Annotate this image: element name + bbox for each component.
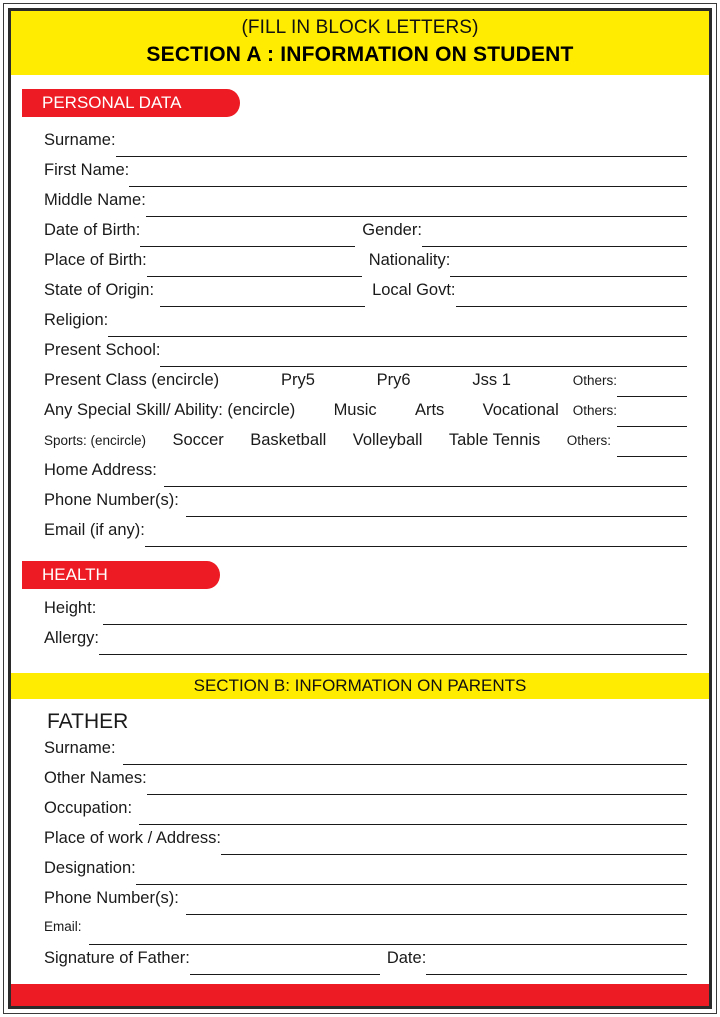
spacer-before-section-b xyxy=(11,659,709,673)
local-govt-input-line[interactable] xyxy=(456,306,687,307)
section-b-header-band: SECTION B: INFORMATION ON PARENTS xyxy=(11,673,709,699)
father-phone-numbers-label: Phone Number(s): xyxy=(44,889,179,907)
personal-data-tag: PERSONAL DATA xyxy=(22,89,227,117)
height-input-line[interactable] xyxy=(103,624,687,625)
form-page-inner-border xyxy=(8,8,712,1009)
present-class-label: Present Class (encircle) xyxy=(44,371,220,389)
father-other-names-label: Other Names: xyxy=(44,769,147,787)
father-phone-numbers-input-line[interactable] xyxy=(186,914,687,915)
field-row-father-signature-date xyxy=(44,949,687,979)
field-row-religion xyxy=(44,311,687,341)
present-school-input-line[interactable] xyxy=(160,366,687,367)
special-skill-others-input-line[interactable] xyxy=(617,426,687,427)
father-fields xyxy=(11,705,709,979)
home-address-input-line[interactable] xyxy=(164,486,687,487)
sports-option-volleyball[interactable]: Volleyball xyxy=(352,431,423,449)
field-row-allergy xyxy=(44,629,687,659)
present-class-others-input-line[interactable] xyxy=(617,396,687,397)
field-row-father-designation xyxy=(44,859,687,889)
field-row-father-surname xyxy=(44,739,687,769)
sports-label: Sports: (encircle) xyxy=(44,433,147,448)
field-row-present-school xyxy=(44,341,687,371)
personal-data-fields xyxy=(11,131,709,551)
religion-label: Religion: xyxy=(44,311,109,329)
first-name-input-line[interactable] xyxy=(129,186,687,187)
surname-input-line[interactable] xyxy=(116,156,687,157)
middle-name-input-line[interactable] xyxy=(146,216,687,217)
gender-input-line[interactable] xyxy=(422,246,687,247)
date-of-birth-input-line[interactable] xyxy=(140,246,355,247)
section-a-header-band xyxy=(11,11,709,75)
place-of-birth-label: Place of Birth: xyxy=(44,251,147,269)
present-class-others-label: Others: xyxy=(572,373,617,388)
field-row-father-phone-numbers xyxy=(44,889,687,919)
state-of-origin-input-line[interactable] xyxy=(160,306,365,307)
father-place-of-work-input-line[interactable] xyxy=(221,854,687,855)
father-designation-label: Designation: xyxy=(44,859,136,877)
field-row-father-other-names xyxy=(44,769,687,799)
present-class-option-pry6[interactable]: Pry6 xyxy=(376,371,411,389)
gender-label: Gender: xyxy=(362,221,422,239)
father-date-input-line[interactable] xyxy=(426,974,687,975)
first-name-label: First Name: xyxy=(44,161,130,179)
allergy-input-line[interactable] xyxy=(99,654,687,655)
present-school-label: Present School: xyxy=(44,341,161,359)
email-label: Email (if any): xyxy=(44,521,145,539)
father-surname-label: Surname: xyxy=(44,739,116,757)
form-sheet xyxy=(11,11,709,1006)
field-row-pob-nationality xyxy=(44,251,687,281)
father-email-input-line[interactable] xyxy=(89,944,687,945)
sports-option-basketball[interactable]: Basketball xyxy=(250,431,327,449)
spacer-after-personal-tag xyxy=(11,117,709,131)
field-row-height xyxy=(44,599,687,629)
fill-in-block-letters-note: (FILL IN BLOCK LETTERS) xyxy=(241,17,479,38)
field-row-first-name xyxy=(44,161,687,191)
state-of-origin-label: State of Origin: xyxy=(44,281,155,299)
allergy-label: Allergy: xyxy=(44,629,100,647)
special-skill-others-label: Others: xyxy=(572,403,618,418)
field-row-father-place-of-work xyxy=(44,829,687,859)
spacer-before-health xyxy=(11,551,709,561)
field-row-sports xyxy=(44,431,687,461)
special-skill-option-music[interactable]: Music xyxy=(333,401,377,419)
father-heading: FATHER xyxy=(47,710,129,733)
surname-label: Surname: xyxy=(44,131,116,149)
middle-name-label: Middle Name: xyxy=(44,191,146,209)
section-a-title: SECTION A : INFORMATION ON STUDENT xyxy=(146,43,574,66)
special-skill-option-arts[interactable]: Arts xyxy=(414,401,445,419)
father-occupation-label: Occupation: xyxy=(44,799,133,817)
present-class-option-pry5[interactable]: Pry5 xyxy=(280,371,315,389)
field-row-father-email xyxy=(44,919,687,949)
sports-others-input-line[interactable] xyxy=(617,456,687,457)
religion-input-line[interactable] xyxy=(108,336,687,337)
field-row-surname xyxy=(44,131,687,161)
father-email-label: Email: xyxy=(44,919,82,934)
personal-data-tag-wrap xyxy=(22,89,709,117)
home-address-label: Home Address: xyxy=(44,461,157,479)
date-of-birth-label: Date of Birth: xyxy=(44,221,141,239)
field-row-state-localgovt xyxy=(44,281,687,311)
field-row-present-class xyxy=(44,371,687,401)
special-skill-option-vocational[interactable]: Vocational xyxy=(482,401,559,419)
sports-option-table-tennis[interactable]: Table Tennis xyxy=(448,431,541,449)
place-of-birth-input-line[interactable] xyxy=(147,276,362,277)
phone-numbers-label: Phone Number(s): xyxy=(44,491,179,509)
field-row-special-skill xyxy=(44,401,687,431)
sports-option-soccer[interactable]: Soccer xyxy=(172,431,224,449)
sports-others-label: Others: xyxy=(566,433,611,448)
father-date-label: Date: xyxy=(386,949,427,967)
field-row-middle-name xyxy=(44,191,687,221)
email-input-line[interactable] xyxy=(145,546,687,547)
field-row-phone-numbers xyxy=(44,491,687,521)
health-tag: HEALTH xyxy=(22,561,207,589)
footer-red-bar xyxy=(11,984,709,1006)
father-occupation-input-line[interactable] xyxy=(139,824,687,825)
nationality-input-line[interactable] xyxy=(450,276,687,277)
father-place-of-work-label: Place of work / Address: xyxy=(44,829,221,847)
phone-numbers-input-line[interactable] xyxy=(186,516,687,517)
form-page-outer-border xyxy=(3,3,717,1014)
field-row-home-address xyxy=(44,461,687,491)
local-govt-label: Local Govt: xyxy=(372,281,456,299)
field-row-dob-gender xyxy=(44,221,687,251)
height-label: Height: xyxy=(44,599,97,617)
field-row-email xyxy=(44,521,687,551)
special-skill-label: Any Special Skill/ Ability: (encircle) xyxy=(44,401,296,419)
nationality-label: Nationality: xyxy=(368,251,451,269)
father-other-names-input-line[interactable] xyxy=(147,794,687,795)
father-signature-input-line[interactable] xyxy=(190,974,380,975)
spacer-after-header xyxy=(11,75,709,89)
father-surname-input-line[interactable] xyxy=(123,764,687,765)
father-designation-input-line[interactable] xyxy=(136,884,687,885)
health-tag-wrap xyxy=(22,561,709,589)
father-signature-label: Signature of Father: xyxy=(44,949,190,967)
health-fields xyxy=(11,599,709,659)
spacer-after-health-tag xyxy=(11,589,709,599)
field-row-father-occupation xyxy=(44,799,687,829)
present-class-option-jss1[interactable]: Jss 1 xyxy=(472,371,511,389)
